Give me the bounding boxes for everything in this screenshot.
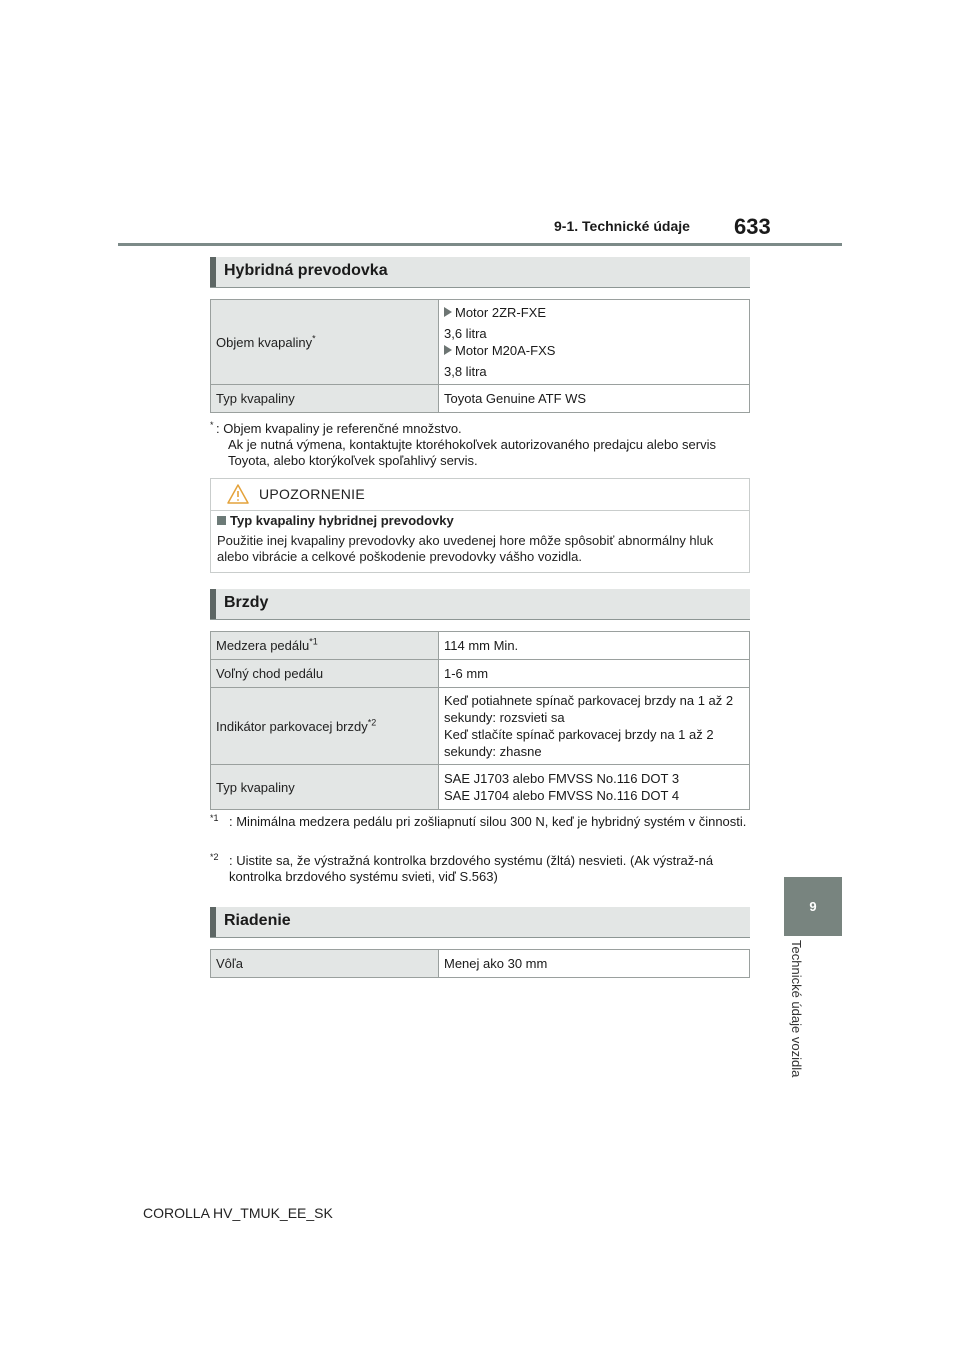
warning-box — [210, 478, 750, 573]
chapter-number: 9 — [809, 899, 817, 914]
table-value: 1-6 mm — [439, 660, 750, 688]
section-title-text: Riadenie — [224, 912, 291, 929]
table-row — [211, 385, 750, 413]
table-row — [211, 688, 750, 765]
bullet-triangle-icon — [444, 345, 452, 355]
header-divider — [118, 243, 842, 246]
bullet-triangle-icon — [444, 307, 452, 317]
chapter-label-text: Technické údaje vozidla — [789, 940, 804, 1078]
warning-title: Typ kvapaliny hybridnej prevodovky — [217, 513, 454, 528]
brakes-table — [210, 631, 750, 810]
table-key: Indikátor parkovacej brzdy$^{*2}$ — [211, 688, 439, 765]
footnote: * : Objem kvapaliny je referenčné množstvo. Ak je nutná výmena, kontaktujte ktoréhokoľvek autorizovaného predajcu alebo servis Toyota, alebo ktorýkoľvek spoľahlivý servis. — [210, 420, 716, 468]
footnote: *1 : Minimálna medzera pedálu pri zošliapnutí silou 300 N, keď je hybridný systém v činnosti. — [210, 813, 747, 829]
steering-table — [210, 949, 750, 978]
table-row — [211, 660, 750, 688]
section-title-transmission — [210, 257, 750, 288]
warning-triangle-icon — [227, 483, 249, 505]
table-key: Vôľa — [211, 950, 439, 978]
table-row — [211, 300, 750, 385]
table-value: Motor 2ZR-FXE 3,6 litra Motor M20A-FXS 3,8 litra — [439, 300, 750, 385]
section-heading: 9-1. Technické údaje — [554, 218, 690, 234]
warning-label: UPOZORNENIE — [259, 486, 365, 502]
transmission-table — [210, 299, 750, 413]
table-key: Objem kvapaliny* — [211, 300, 439, 385]
table-value: 114 mm Min. — [439, 632, 750, 660]
table-value: Toyota Genuine ATF WS — [439, 385, 750, 413]
table-key: Typ kvapaliny — [211, 765, 439, 810]
warning-body: Použitie inej kvapaliny prevodovky ako uvedenej hore môže spôsobiť abnormálny hluk alebo vibrácie a celkové poškodenie prevodovky vášho vozidla. — [217, 533, 714, 564]
table-key: Medzera pedálu$^{*1}$ — [211, 632, 439, 660]
document-code: COROLLA HV_TMUK_EE_SK — [143, 1205, 333, 1221]
table-value: Keď potiahnete spínač parkovacej brzdy na 1 až 2 sekundy: rozsvieti sa Keď stlačíte spínač parkovacej brzdy na 1 až 2 sekundy: zhasne — [439, 688, 750, 765]
table-value: Menej ako 30 mm — [439, 950, 750, 978]
chapter-tab[interactable] — [784, 877, 842, 936]
square-bullet-icon — [217, 516, 226, 525]
table-value: SAE J1703 alebo FMVSS No.116 DOT 3 SAE J1704 alebo FMVSS No.116 DOT 4 — [439, 765, 750, 810]
chapter-label — [784, 940, 806, 1110]
table-row — [211, 950, 750, 978]
table-key: Voľný chod pedálu — [211, 660, 439, 688]
table-row — [211, 632, 750, 660]
table-row — [211, 765, 750, 810]
section-title-text: Hybridná prevodovka — [224, 262, 388, 279]
warning-header — [211, 479, 749, 511]
table-key: Typ kvapaliny — [211, 385, 439, 413]
section-title-steering — [210, 907, 750, 938]
section-title-text: Brzdy — [224, 594, 269, 611]
section-title-brakes — [210, 589, 750, 620]
footnote: *2 : Uistite sa, že výstražná kontrolka brzdového systému (žltá) nesvieti. (Ak výstraž-ná kontrolka brzdového systému svieti, viď S.563) — [210, 852, 714, 884]
page-number: 633 — [734, 214, 771, 239]
